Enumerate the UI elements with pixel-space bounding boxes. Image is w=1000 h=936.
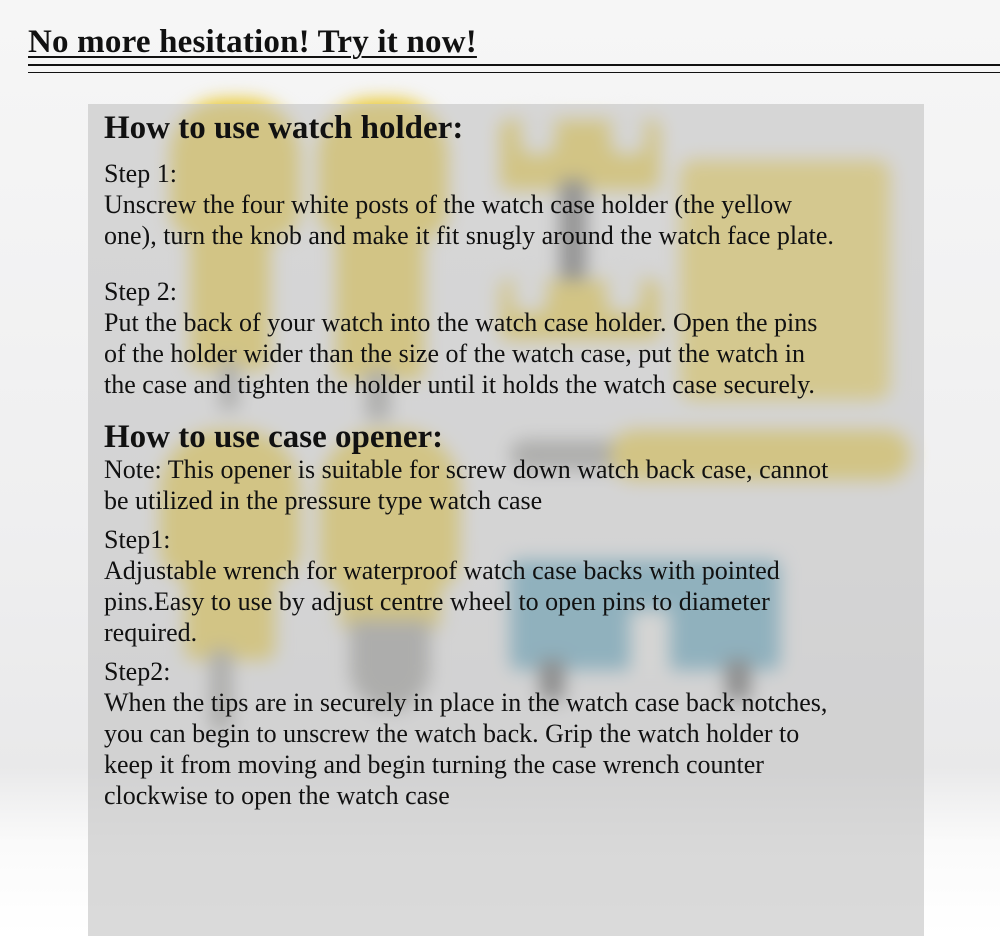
case-opener-heading: How to use case opener:: [104, 418, 444, 455]
headline: No more hesitation! Try it now!: [28, 24, 477, 60]
case-opener-step2-text: When the tips are in securely in place in the watch case back notches,: [104, 687, 828, 717]
instructions-content: [104, 110, 934, 811]
case-opener-step1-text: pins.Easy to use by adjust centre wheel to open pins to diameter: [104, 586, 770, 616]
case-opener-step2-label: Step2:: [104, 656, 171, 686]
watch-holder-heading: How to use watch holder:: [104, 110, 464, 146]
watch-holder-step2-text: the case and tighten the holder until it holds the watch case securely.: [104, 369, 815, 399]
case-opener-note: be utilized in the pressure type watch case: [104, 485, 543, 515]
case-opener-step2-text: keep it from moving and begin turning the case wrench counter: [104, 749, 764, 779]
watch-holder-step1-label: Step 1:: [104, 158, 177, 188]
case-opener-step1-text: required.: [104, 617, 198, 647]
case-opener-step1-label: Step1:: [104, 524, 171, 554]
watch-holder-step2-label: Step 2:: [104, 276, 177, 306]
case-opener-step1-text: Adjustable wrench for waterproof watch case backs with pointed: [104, 555, 780, 585]
watch-holder-step2-text: Put the back of your watch into the watch case holder. Open the pins: [104, 307, 818, 337]
case-opener-step2-text: you can begin to unscrew the watch back. Grip the watch holder to: [104, 718, 800, 748]
watch-holder-step2-text: of the holder wider than the size of the watch case, put the watch in: [104, 338, 806, 368]
case-opener-note: Note: This opener is suitable for screw down watch back case, cannot: [104, 454, 829, 484]
case-opener-step2-text: clockwise to open the watch case: [104, 780, 450, 810]
headline-rule-thin: [28, 72, 1000, 73]
watch-holder-step1-text: one), turn the knob and make it fit snugly around the watch face plate.: [104, 220, 834, 250]
headline-rule: [28, 64, 1000, 66]
watch-holder-step1-text: Unscrew the four white posts of the watch case holder (the yellow: [104, 189, 793, 219]
